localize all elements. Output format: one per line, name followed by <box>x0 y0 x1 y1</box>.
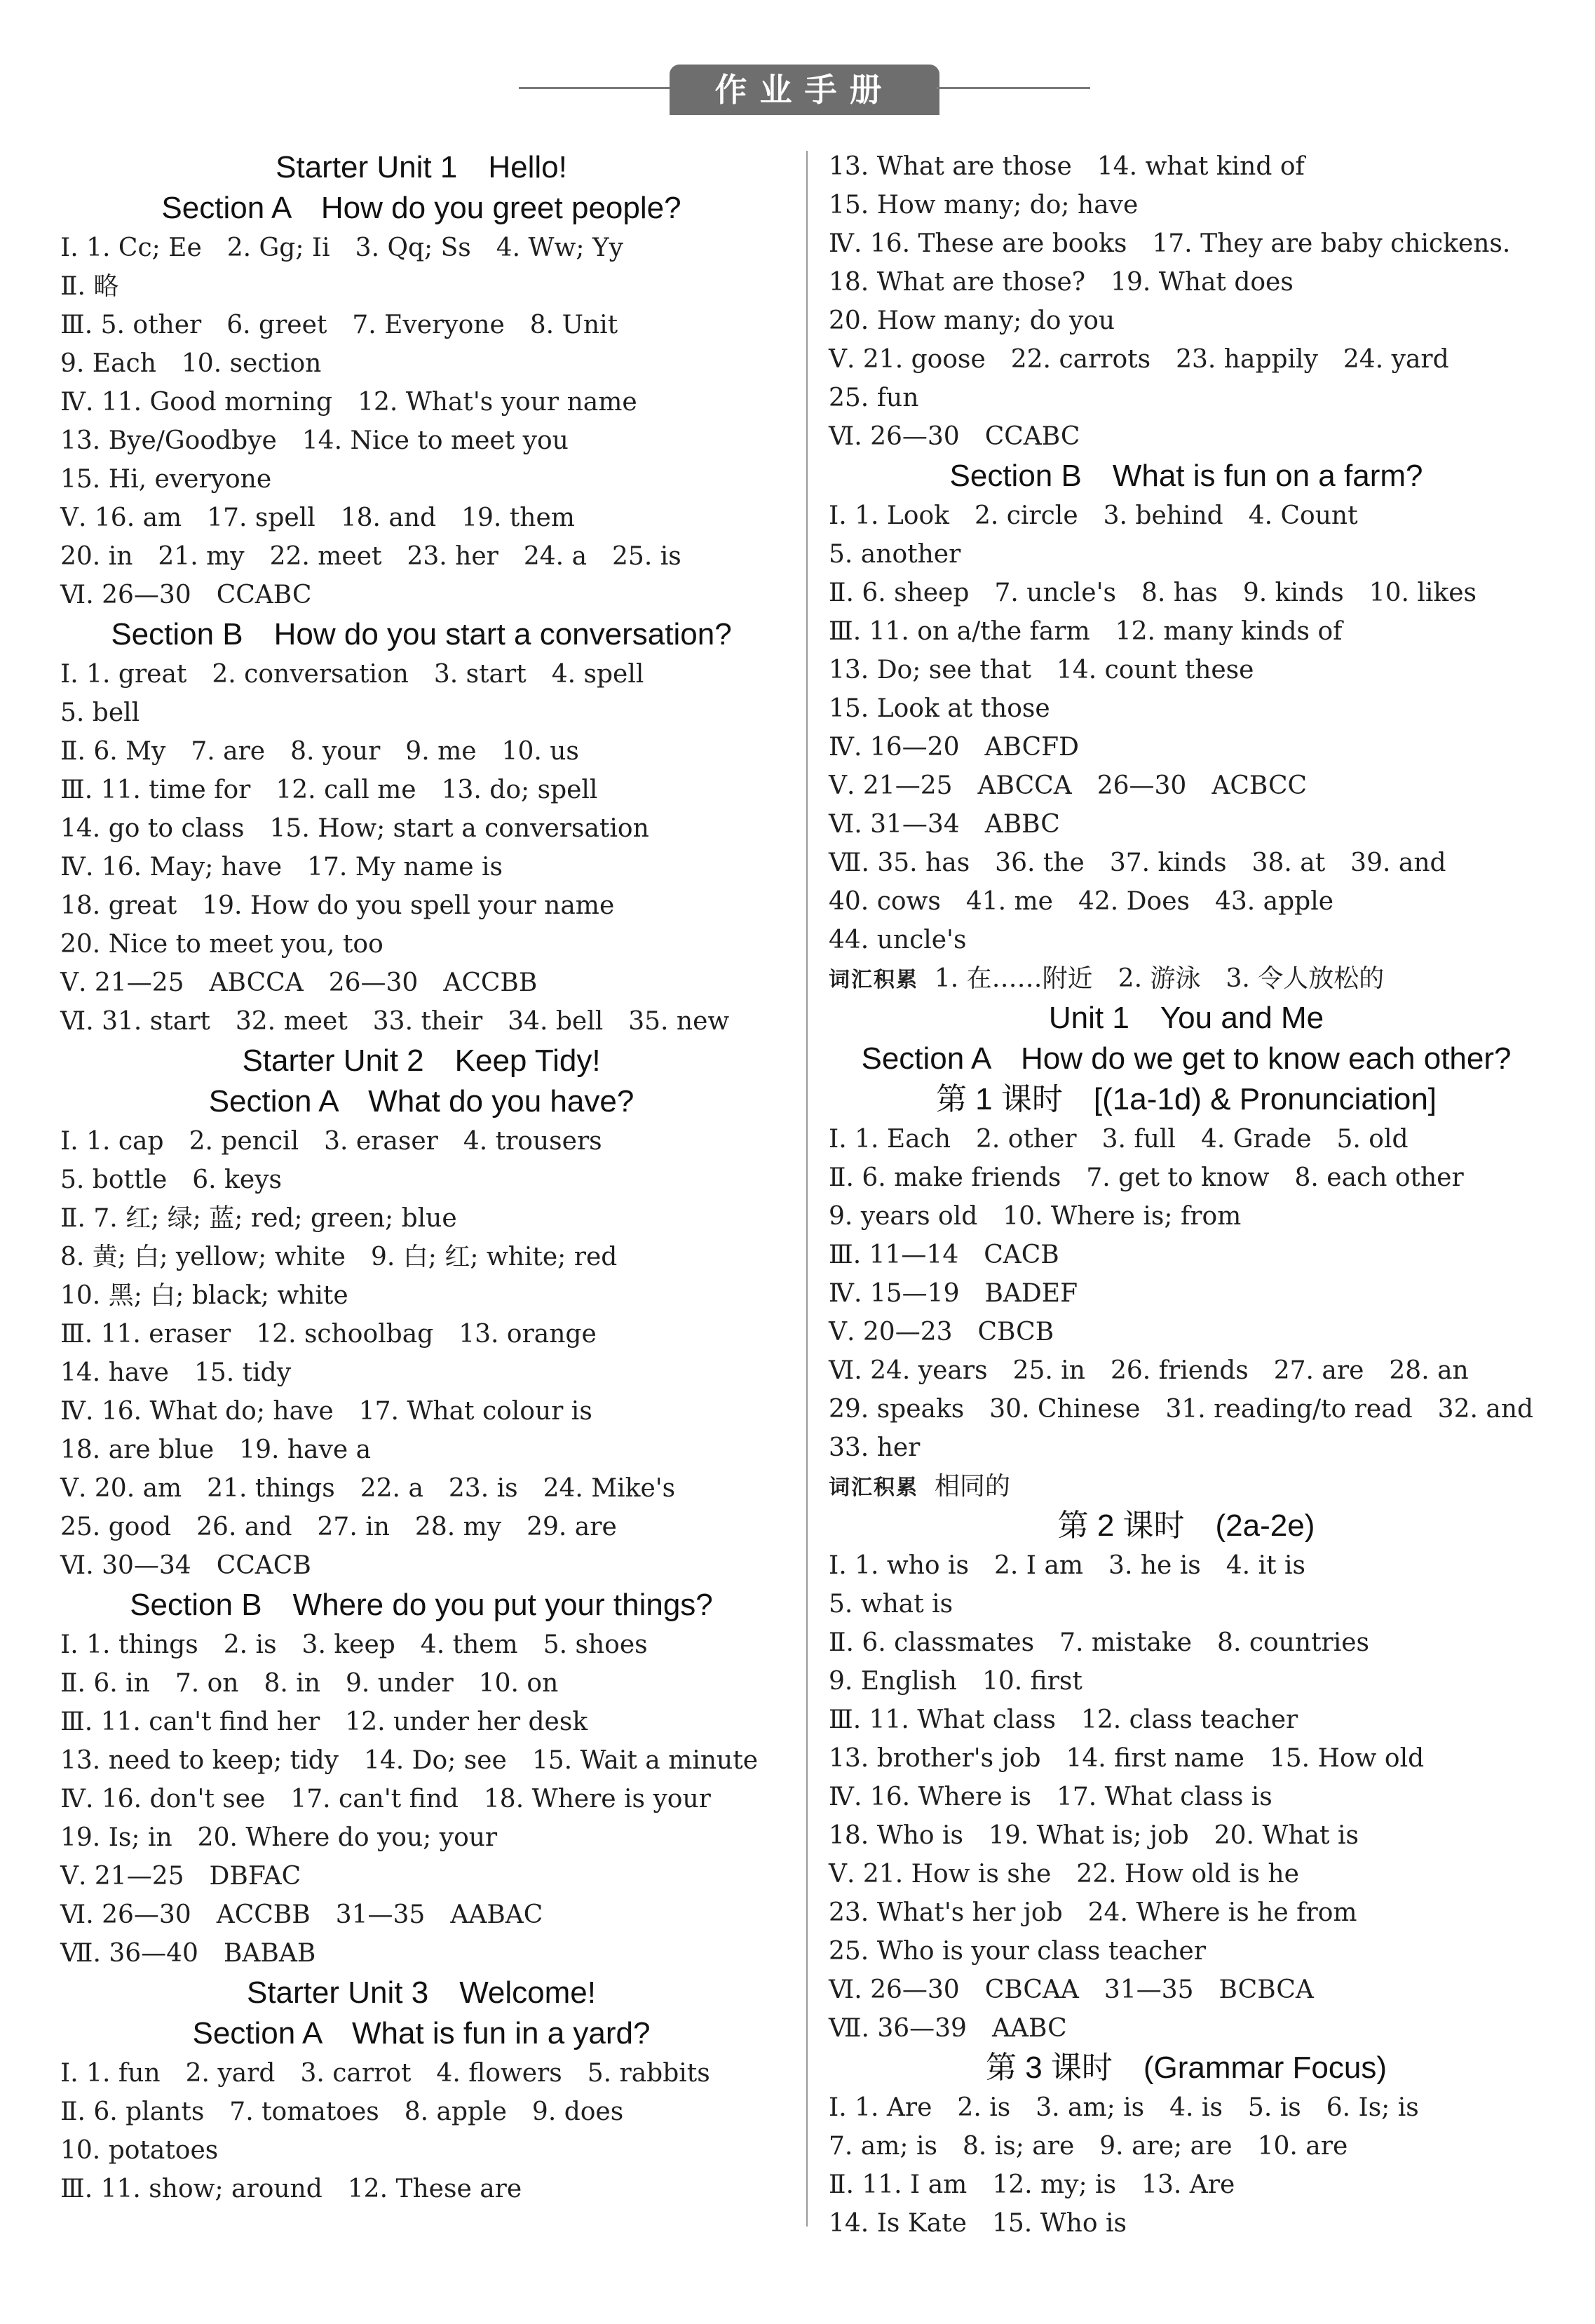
answer-line: Ⅳ. 16. don't see 17. can't find 18. Where is your <box>60 1785 711 1813</box>
answer-line: Ⅰ. 1. who is 2. I am 3. he is 4. it is <box>829 1551 1305 1580</box>
answer-line: 40. cows 41. me 42. Does 43. apple <box>829 887 1334 916</box>
header-title: 作业手册 <box>670 65 939 115</box>
answer-line: Ⅱ. 6. make friends 7. get to know 8. each other <box>829 1163 1464 1192</box>
section-heading: Section A How do you greet people? <box>161 191 681 225</box>
answer-line: Ⅰ. 1. Look 2. circle 3. behind 4. Count <box>829 501 1358 530</box>
answer-line: Ⅴ. 21. How is she 22. How old is he <box>829 1860 1299 1889</box>
answer-line: 18. are blue 19. have a <box>60 1435 372 1464</box>
section-heading: Unit 1 You and Me <box>1048 1001 1324 1035</box>
answer-line: Ⅱ. 略 <box>60 272 119 301</box>
answer-line: Ⅴ. 21—25 ABCCA 26—30 ACBCC <box>829 771 1308 800</box>
answer-line: Ⅱ. 11. I am 12. my; is 13. Are <box>829 2170 1235 2199</box>
answer-line: 15. Look at those <box>829 694 1050 723</box>
answer-line: Ⅴ. 21—25 DBFAC <box>60 1862 301 1891</box>
answer-line: Ⅵ. 26—30 CCABC <box>829 422 1080 451</box>
answer-line: Ⅵ. 31—34 ABBC <box>829 810 1060 839</box>
answer-line: 18. What are those? 19. What does <box>829 268 1294 297</box>
answer-line: Ⅶ. 36—40 BABAB <box>60 1939 316 1968</box>
answer-line: Ⅵ. 26—30 ACCBB 31—35 AABAC <box>60 1900 543 1929</box>
answer-line: Ⅲ. 11. show; around 12. These are <box>60 2175 522 2203</box>
answer-line: Ⅳ. 16. What do; have 17. What colour is <box>60 1397 592 1426</box>
answer-line: Ⅵ. 26—30 CBCAA 31—35 BCBCA <box>829 1975 1314 2004</box>
answer-line: Ⅶ. 35. has 36. the 37. kinds 38. at 39. and <box>829 849 1446 877</box>
answer-line: 25. good 26. and 27. in 28. my 29. are <box>60 1513 617 1541</box>
section-heading: Section A What is fun in a yard? <box>192 2016 651 2051</box>
vocab-tag: 词汇积累 <box>829 1475 918 1500</box>
answer-line: 5. another <box>829 540 961 569</box>
answer-line: Ⅱ. 6. classmates 7. mistake 8. countries <box>829 1628 1370 1657</box>
answer-line: 13. brother's job 14. first name 15. How old <box>829 1744 1425 1773</box>
answer-line: 5. bottle 6. keys <box>60 1166 282 1194</box>
answer-line: 33. her <box>829 1433 921 1462</box>
answer-line: Ⅳ. 16. May; have 17. My name is <box>60 853 503 881</box>
section-heading: 第 2 课时 (2a-2e) <box>1057 1508 1315 1543</box>
answer-line: Ⅲ. 5. other 6. greet 7. Everyone 8. Unit <box>60 311 618 339</box>
vocab-tag: 词汇积累 <box>829 968 918 992</box>
section-heading: Section B What is fun on a farm? <box>949 459 1423 493</box>
answer-line: Ⅰ. 1. Cc; Ee 2. Gg; Ii 3. Qq; Ss 4. Ww; Yy <box>60 234 624 262</box>
answer-line: 15. How many; do; have <box>829 191 1139 219</box>
section-heading: Starter Unit 1 Hello! <box>276 150 567 184</box>
answer-line: Ⅰ. 1. fun 2. yard 3. carrot 4. flowers 5. rabbits <box>60 2059 710 2088</box>
answer-line: Ⅱ. 6. sheep 7. uncle's 8. has 9. kinds 10. likes <box>829 579 1477 607</box>
answer-line: Ⅰ. 1. Are 2. is 3. am; is 4. is 5. is 6. Is; is <box>829 2093 1419 2122</box>
answer-line: Ⅰ. 1. cap 2. pencil 3. eraser 4. trousers <box>60 1127 602 1156</box>
vocab-line <box>829 1467 1544 1506</box>
section-heading: Section B Where do you put your things? <box>130 1588 713 1622</box>
column-divider <box>806 151 808 2227</box>
answer-line: Ⅴ. 21—25 ABCCA 26—30 ACCBB <box>60 968 538 997</box>
answer-line: Ⅳ. 16. These are books 17. They are baby chickens. <box>829 229 1511 258</box>
answer-line: 13. Do; see that 14. count these <box>829 656 1254 684</box>
header-rule-right <box>936 87 1090 89</box>
answer-line: 20. How many; do you <box>829 306 1115 335</box>
section-heading: Starter Unit 3 Welcome! <box>246 1975 596 2010</box>
answer-line: 9. English 10. first <box>829 1667 1082 1696</box>
answer-line: 29. speaks 30. Chinese 31. reading/to read 32. and <box>829 1395 1534 1424</box>
answer-line: Ⅴ. 21. goose 22. carrots 23. happily 24. yard <box>829 345 1449 374</box>
answer-line: 14. go to class 15. How; start a conversation <box>60 814 649 843</box>
answer-line: Ⅱ. 6. in 7. on 8. in 9. under 10. on <box>60 1669 559 1698</box>
section-heading: Section B How do you start a conversation? <box>111 617 732 651</box>
answer-line: Ⅵ. 31. start 32. meet 33. their 34. bell 35. new <box>60 1007 730 1036</box>
right-column <box>829 147 1544 2243</box>
header-rule-left <box>519 87 673 89</box>
answer-line: 25. fun <box>829 384 919 412</box>
answer-line: 9. years old 10. Where is; from <box>829 1202 1242 1231</box>
answer-line: 8. 黄; 白; yellow; white 9. 白; 红; white; red <box>60 1243 618 1271</box>
answer-line: 10. potatoes <box>60 2136 219 2165</box>
answer-line: Ⅲ. 11. eraser 12. schoolbag 13. orange <box>60 1320 597 1349</box>
vocab-text: 相同的 <box>918 1472 1010 1501</box>
vocab-line <box>829 959 1544 998</box>
answer-line: Ⅲ. 11. What class 12. class teacher <box>829 1705 1298 1734</box>
answer-line: 15. Hi, everyone <box>60 465 272 494</box>
answer-line: Ⅱ. 6. My 7. are 8. your 9. me 10. us <box>60 737 579 766</box>
answer-line: 10. 黑; 白; black; white <box>60 1281 348 1310</box>
answer-line: Ⅰ. 1. Each 2. other 3. full 4. Grade 5. old <box>829 1125 1409 1154</box>
answer-line: Ⅴ. 20—23 CBCB <box>829 1318 1054 1346</box>
vocab-text: 1. 在……附近 2. 游泳 3. 令人放松的 <box>918 964 1385 993</box>
answer-line: 7. am; is 8. is; are 9. are; are 10. are <box>829 2132 1348 2161</box>
answer-line: 14. Is Kate 15. Who is <box>829 2209 1127 2238</box>
answer-line: Ⅰ. 1. great 2. conversation 3. start 4. spell <box>60 660 644 689</box>
answer-line: 13. need to keep; tidy 14. Do; see 15. Wait a minute <box>60 1746 759 1775</box>
answer-line: 44. uncle's <box>829 926 967 954</box>
section-heading: Section A What do you have? <box>208 1084 634 1119</box>
answer-line: 18. great 19. How do you spell your name <box>60 891 615 920</box>
answer-line: Ⅳ. 15—19 BADEF <box>829 1279 1078 1308</box>
answer-line: Ⅵ. 26—30 CCABC <box>60 581 312 609</box>
answer-line: Ⅲ. 11. can't find her 12. under her desk <box>60 1708 588 1736</box>
answer-line: 18. Who is 19. What is; job 20. What is <box>829 1821 1359 1850</box>
answer-line: Ⅱ. 7. 红; 绿; 蓝; red; green; blue <box>60 1204 457 1233</box>
answer-line: 19. Is; in 20. Where do you; your <box>60 1823 498 1852</box>
answer-line: 5. what is <box>829 1590 953 1619</box>
answer-line: Ⅴ. 16. am 17. spell 18. and 19. them <box>60 504 575 532</box>
answer-line: 20. Nice to meet you, too <box>60 930 384 959</box>
answer-line: 9. Each 10. section <box>60 349 322 378</box>
answer-line: Ⅲ. 11—14 CACB <box>829 1241 1059 1269</box>
page-header <box>0 0 1595 133</box>
answer-line: 20. in 21. my 22. meet 23. her 24. a 25. is <box>60 542 681 571</box>
answer-line: 13. Bye/Goodbye 14. Nice to meet you <box>60 426 569 455</box>
answer-line: 13. What are those 14. what kind of <box>829 152 1305 181</box>
answer-line: Ⅴ. 20. am 21. things 22. a 23. is 24. Mike's <box>60 1474 676 1503</box>
answer-line: Ⅳ. 11. Good morning 12. What's your name <box>60 388 637 417</box>
answer-line: Ⅱ. 6. plants 7. tomatoes 8. apple 9. does <box>60 2097 624 2126</box>
answer-line: Ⅳ. 16—20 ABCFD <box>829 733 1079 762</box>
answer-line: 23. What's her job 24. Where is he from <box>829 1898 1357 1927</box>
left-column <box>60 147 782 2208</box>
section-heading: 第 1 课时 [(1a-1d) & Pronunciation] <box>935 1082 1437 1116</box>
answer-line: Ⅵ. 30—34 CCACB <box>60 1551 311 1580</box>
section-heading: Starter Unit 2 Keep Tidy! <box>242 1043 601 1078</box>
section-heading: Section A How do we get to know each other? <box>861 1041 1512 1076</box>
answer-line: Ⅳ. 16. Where is 17. What class is <box>829 1783 1272 1811</box>
answer-line: Ⅶ. 36—39 AABC <box>829 2014 1067 2043</box>
answer-line: Ⅰ. 1. things 2. is 3. keep 4. them 5. shoes <box>60 1630 648 1659</box>
answer-line: 14. have 15. tidy <box>60 1358 292 1387</box>
section-heading: 第 3 课时 (Grammar Focus) <box>985 2051 1387 2085</box>
answer-line: Ⅲ. 11. time for 12. call me 13. do; spell <box>60 776 598 804</box>
answer-line: 5. bell <box>60 698 140 727</box>
answer-line: Ⅵ. 24. years 25. in 26. friends 27. are 28. an <box>829 1356 1469 1385</box>
answer-line: 25. Who is your class teacher <box>829 1937 1206 1966</box>
answer-line: Ⅲ. 11. on a/the farm 12. many kinds of <box>829 617 1343 646</box>
